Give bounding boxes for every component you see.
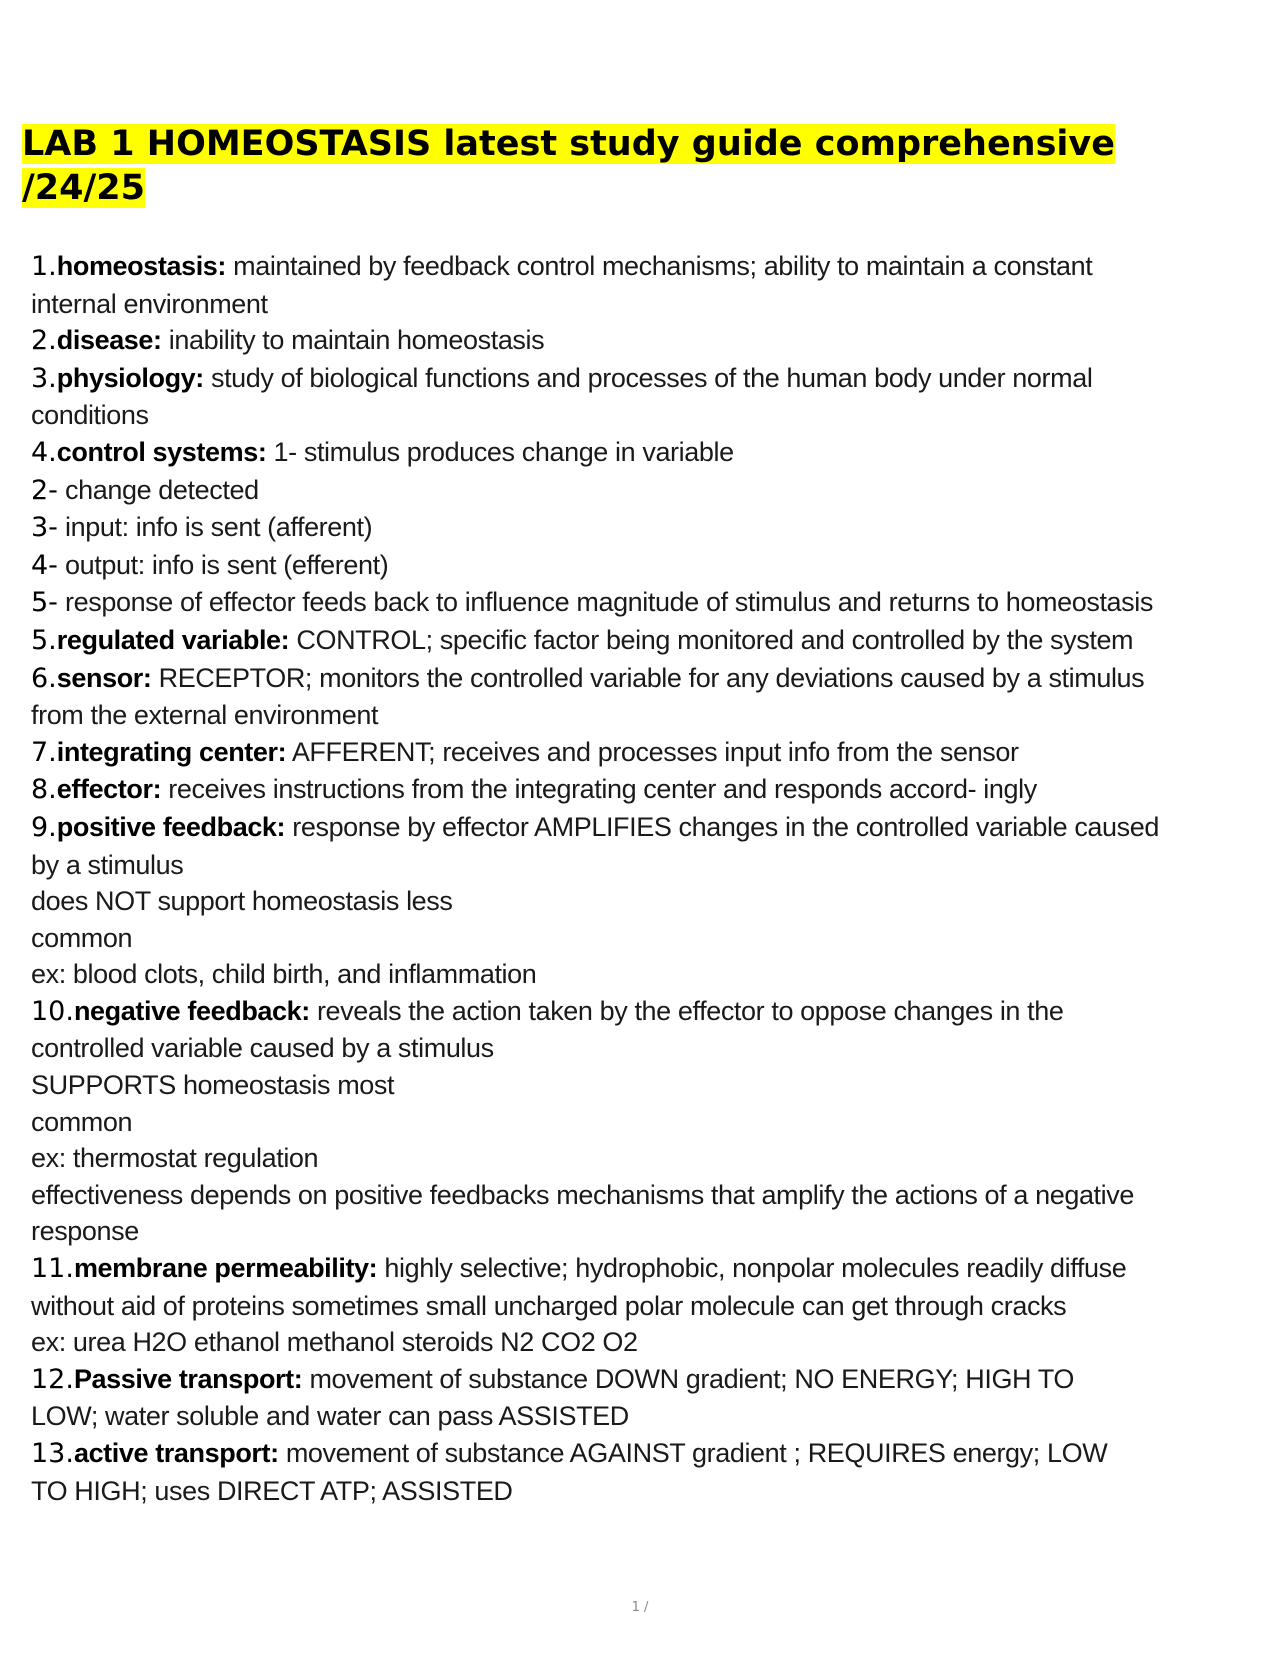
list-item (31, 360, 1241, 398)
item-text: study of biological functions and processes of the human body under normal (203, 362, 1093, 393)
item-number: 6. (31, 662, 57, 694)
item-number: 4. (31, 436, 57, 468)
control-step (31, 509, 1241, 547)
step-text: output: info is sent (efferent) (57, 549, 389, 580)
item-text-continuation: conditions (31, 400, 149, 431)
item-text: reveals the action taken by the effector to oppose changes in the (309, 995, 1064, 1026)
page-number: 1 / (631, 1600, 649, 1615)
item-text-continuation: common (31, 1106, 133, 1137)
title-highlight: LAB 1 HOMEOSTASIS latest study guide comprehensive /24/25 (22, 124, 1115, 208)
item-text-continuation: LOW; water soluble and water can pass ASSISTED (31, 1401, 629, 1432)
item-text-continuation: ex: urea H2O ethanol methanol steroids N2 CO2 O2 (31, 1327, 638, 1358)
item-text: movement of substance AGAINST gradient ; REQUIRES energy; LOW (278, 1438, 1108, 1468)
page-title (22, 122, 1222, 210)
item-number: 13. (31, 1438, 74, 1469)
item-number: 7. (31, 736, 57, 768)
item-term: membrane permeability: (73, 1253, 378, 1284)
item-term: regulated variable: (56, 624, 290, 655)
item-text: movement of substance DOWN gradient; NO ENERGY; HIGH TO (302, 1363, 1074, 1394)
item-number: 9. (31, 811, 57, 843)
item-text-continuation: SUPPORTS homeostasis most (31, 1070, 395, 1101)
item-term: Passive transport: (73, 1363, 303, 1394)
item-text: AFFERENT; receives and processes input info from the sensor (286, 736, 1019, 767)
item-text-continuation: ex: blood clots, child birth, and inflammation (31, 959, 537, 990)
step-number: 3- (31, 512, 58, 544)
list-item (31, 434, 1241, 472)
item-number: 12. (31, 1363, 74, 1395)
list-item (31, 622, 1241, 660)
item-term: active transport: (73, 1438, 279, 1468)
item-text-continuation: ex: thermostat regulation (31, 1143, 319, 1174)
step-text: input: info is sent (afferent) (57, 512, 373, 543)
item-text-continuation: internal environment (31, 288, 268, 319)
item-text: 1- stimulus produces change in variable (266, 436, 734, 467)
item-text: CONTROL; specific factor being monitored and controlled by the system (289, 624, 1134, 655)
step-number: 5- (31, 587, 58, 619)
item-text: highly selective; hydrophobic, nonpolar molecules readily diffuse (377, 1253, 1127, 1284)
item-number: 5. (31, 624, 57, 656)
item-term: positive feedback: (56, 811, 286, 842)
list-item (31, 322, 1241, 360)
item-term: negative feedback: (73, 995, 310, 1026)
item-term: control systems: (56, 436, 267, 467)
list-item (31, 1435, 1241, 1473)
item-text-continuation: TO HIGH; uses DIRECT ATP; ASSISTED (31, 1475, 513, 1506)
item-text-continuation: without aid of proteins sometimes small uncharged polar molecule can get through cracks (31, 1290, 1067, 1321)
list-item (31, 771, 1241, 809)
step-number: 4- (31, 549, 58, 581)
item-text: maintained by feedback control mechanisms; ability to maintain a constant (226, 251, 1093, 281)
list-item (31, 248, 1241, 286)
item-text: inability to maintain homeostasis (161, 325, 545, 356)
item-term: effector: (56, 774, 162, 805)
item-text: receives instructions from the integrating center and responds accord- ingly (161, 774, 1037, 805)
step-text: response of effector feeds back to influence magnitude of stimulus and returns to homeostasis (57, 587, 1153, 618)
item-text-continuation: controlled variable caused by a stimulus (31, 1033, 494, 1064)
item-term: sensor: (56, 662, 152, 693)
item-number: 1. (31, 251, 57, 282)
item-text-continuation: common (31, 922, 133, 953)
list-item (31, 809, 1241, 847)
control-step (31, 547, 1241, 585)
list-item (31, 993, 1241, 1031)
step-text: change detected (57, 474, 259, 505)
step-number: 2- (31, 474, 58, 506)
item-text-continuation: does NOT support homeostasis less (31, 886, 453, 917)
item-number: 3. (31, 362, 57, 394)
item-term: integrating center: (56, 736, 287, 767)
list-item (31, 734, 1241, 772)
item-text-continuation: response (31, 1216, 139, 1247)
item-term: physiology: (56, 362, 204, 393)
list-item (31, 1361, 1241, 1399)
control-step (31, 472, 1241, 510)
item-term: disease: (56, 325, 162, 356)
item-text-continuation: from the external environment (31, 700, 379, 731)
list-item (31, 1250, 1241, 1288)
item-term: homeostasis: (56, 251, 227, 281)
item-number: 11. (31, 1253, 74, 1285)
item-text: RECEPTOR; monitors the controlled variable for any deviations caused by a stimulus (151, 662, 1145, 693)
study-guide-body (31, 248, 1241, 1509)
item-text: response by effector AMPLIFIES changes in the controlled variable caused (285, 811, 1159, 842)
control-step (31, 584, 1241, 622)
item-number: 10. (31, 995, 74, 1027)
item-number: 8. (31, 774, 57, 806)
item-text-continuation: effectiveness depends on positive feedbacks mechanisms that amplify the actions of a negative (31, 1179, 1134, 1210)
list-item (31, 660, 1241, 698)
item-number: 2. (31, 325, 57, 357)
item-text-continuation: by a stimulus (31, 849, 184, 880)
